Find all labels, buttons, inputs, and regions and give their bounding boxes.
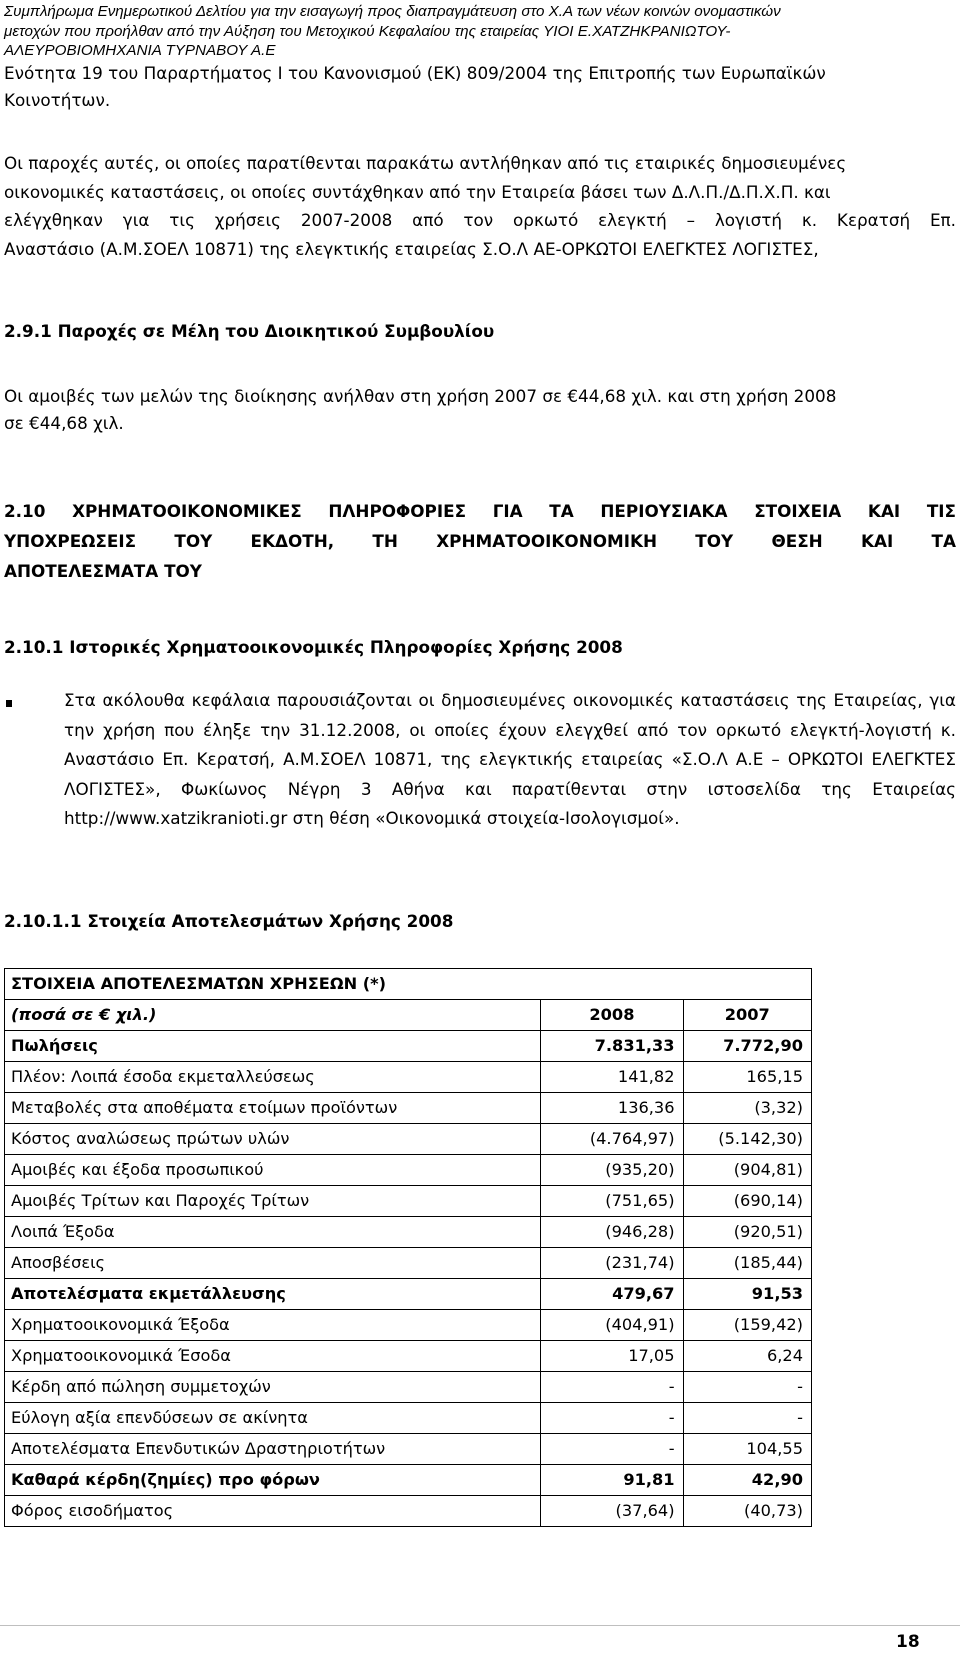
units-label: (ποσά σε € χιλ.) [5,1000,541,1031]
table-row [5,1124,812,1155]
column-header-2008: 2008 [541,1000,683,1031]
heading-line: ΑΠΟΤΕΛΕΣΜΑΤΑ ΤΟΥ [4,561,202,581]
value-2007: 165,15 [683,1062,811,1093]
value-2008: 91,81 [541,1465,683,1496]
paragraph-board-fees [4,383,956,437]
value-2007: 104,55 [683,1434,811,1465]
row-label: Εύλογη αξία επενδύσεων σε ακίνητα [5,1403,541,1434]
row-label: Αποτελέσματα εκμετάλλευσης [5,1279,541,1310]
table-title: ΣΤΟΙΧΕΙΑ ΑΠΟΤΕΛΕΣΜΑΤΩΝ ΧΡΗΣΕΩΝ (*) [5,969,812,1000]
table-row [5,1217,812,1248]
bullet-paragraph: Στα ακόλουθα κεφάλαια παρουσιάζονται οι δημοσιευμένες οικονομικές καταστάσεις της Εταιρείας, για την χρήση που έληξε την 31.12.2008, οι οποίες έχουν ελεγχθεί από τον ορκωτό ελεγκτή-λογιστή κ. Αναστάσιο Επ. Κερατσή, Α.Μ.ΣΟΕΛ 10871, της ελεγκτικής εταιρείας «Σ.Ο.Λ Α.Ε – ΟΡΚΩΤΟΙ ΕΛΕΓΚΤΕΣ ΛΟΓΙΣΤΕΣ», Φωκίωνος Νέγρη 3 Αθήνα και παρατίθενται στην ιστοσελίδα της Εταιρείας http://www.xatzikranioti.gr στη θέση «Οικονομικά στοιχεία-Ισολογισμοί». [64,690,956,828]
intro-text [4,60,956,114]
row-label: Φόρος εισοδήματος [5,1496,541,1527]
row-label: Αμοιβές και έξοδα προσωπικού [5,1155,541,1186]
value-2008: (404,91) [541,1310,683,1341]
header-line: μετοχών που προήλθαν από την Αύξηση του Μετοχικού Κεφαλαίου της εταιρείας ΥΙΟΙ Ε.ΧΑΤΖΗΚΡΑΝΙΩΤΟΥ- [4,22,731,40]
value-2007: - [683,1403,811,1434]
value-2007: (920,51) [683,1217,811,1248]
value-2007: (159,42) [683,1310,811,1341]
row-label: Χρηματοοικονομικά Έξοδα [5,1310,541,1341]
table-row [5,1434,812,1465]
table-row [5,1465,812,1496]
value-2007: (3,32) [683,1093,811,1124]
value-2007: (690,14) [683,1186,811,1217]
value-2008: (37,64) [541,1496,683,1527]
text-line: Οι παροχές αυτές, οι οποίες παρατίθενται παρακάτω αντλήθηκαν από τις εταιρικές δημοσιευμένες [4,153,847,173]
value-2007: - [683,1372,811,1403]
value-2008: - [541,1372,683,1403]
header-line: ΑΛΕΥΡΟΒΙΟΜΗΧΑΝΙΑ ΤΥΡΝΑΒΟΥ Α.Ε [4,42,276,59]
text-line: οικονομικές καταστάσεις, οι οποίες συντάχθηκαν από την Εταιρεία βάσει των Δ.Λ.Π./Δ.Π.Χ.Π. και [4,181,831,202]
row-label: Πλέον: Λοιπά έσοδα εκμεταλλεύσεως [5,1062,541,1093]
value-2007: 91,53 [683,1279,811,1310]
header-line: Συμπλήρωμα Ενημερωτικού Δελτίου για την εισαγωγή προς διαπραγμάτευση στο Χ.Α των νέων κοινών ονομαστικών [4,3,781,20]
row-label: Λοιπά Έξοδα [5,1217,541,1248]
row-label: Κέρδη από πώληση συμμετοχών [5,1372,541,1403]
heading-line: ΥΠΟΧΡΕΩΣΕΙΣ ΤΟΥ ΕΚΔΟΤΗ, ΤΗ ΧΡΗΜΑΤΟΟΙΚΟΝΟΜΙΚΗ ΤΟΥ ΘΕΣΗ ΚΑΙ ΤΑ [4,531,956,551]
row-label: Μεταβολές στα αποθέματα ετοίμων προϊόντων [5,1093,541,1124]
row-label: Αποτελέσματα Επενδυτικών Δραστηριοτήτων [5,1434,541,1465]
value-2008: (4.764,97) [541,1124,683,1155]
section-heading-2-10-1: 2.10.1 Ιστορικές Χρηματοοικονομικές Πληροφορίες Χρήσης 2008 [4,637,623,657]
table-row [5,1372,812,1403]
table-row [5,1093,812,1124]
table-row [5,1496,812,1527]
section-heading-2-10-1-1: 2.10.1.1 Στοιχεία Αποτελεσμάτων Χρήσης 2008 [4,911,454,931]
row-label: Αμοιβές Τρίτων και Παροχές Τρίτων [5,1186,541,1217]
value-2007: (904,81) [683,1155,811,1186]
value-2007: (40,73) [683,1496,811,1527]
value-2008: 17,05 [541,1341,683,1372]
value-2007: 42,90 [683,1465,811,1496]
row-label: Καθαρά κέρδη(ζημίες) προ φόρων [5,1465,541,1496]
table-row [5,1062,812,1093]
table-row [5,1310,812,1341]
value-2007: (5.142,30) [683,1124,811,1155]
table-row [5,1155,812,1186]
heading-line: 2.10 ΧΡΗΜΑΤΟΟΙΚΟΝΟΜΙΚΕΣ ΠΛΗΡΟΦΟΡΙΕΣ ΓΙΑ ΤΑ ΠΕΡΙΟΥΣΙΑΚΑ ΣΤΟΙΧΕΙΑ ΚΑΙ ΤΙΣ [4,501,956,521]
value-2008: - [541,1403,683,1434]
row-label: Κόστος αναλώσεως πρώτων υλών [5,1124,541,1155]
value-2008: 7.831,33 [541,1031,683,1062]
text-line: Κοινοτήτων. [4,90,111,110]
footer-divider [0,1625,960,1626]
results-table [4,968,812,1527]
value-2008: 141,82 [541,1062,683,1093]
row-label: Αποσβέσεις [5,1248,541,1279]
paragraph-sources [4,149,956,263]
bullet-icon [6,700,12,707]
section-heading-2-9-1: 2.9.1 Παροχές σε Μέλη του Διοικητικού Συμβουλίου [4,321,495,341]
table-row [5,1403,812,1434]
row-label: Χρηματοοικονομικά Έσοδα [5,1341,541,1372]
table-header-row [5,1000,812,1031]
page-number: 18 [896,1632,920,1652]
table-row [5,1031,812,1062]
table-row [5,1341,812,1372]
text-line: Ενότητα 19 του Παραρτήματος Ι του Κανονισμού (ΕΚ) 809/2004 της Επιτροπής των Ευρωπαϊκών [4,63,826,83]
value-2008: 136,36 [541,1093,683,1124]
running-header [4,2,864,61]
table-title-row [5,969,812,1000]
value-2008: (935,20) [541,1155,683,1186]
value-2007: 7.772,90 [683,1031,811,1062]
value-2008: (231,74) [541,1248,683,1279]
row-label: Πωλήσεις [5,1031,541,1062]
table-row [5,1279,812,1310]
column-header-2007: 2007 [683,1000,811,1031]
value-2007: (185,44) [683,1248,811,1279]
value-2008: - [541,1434,683,1465]
text-line: σε €44,68 χιλ. [4,413,124,433]
value-2007: 6,24 [683,1341,811,1372]
text-line: ελέγχθηκαν για τις χρήσεις 2007-2008 από τον ορκωτό ελεγκτή – λογιστή κ. Κερατσή Επ. [4,210,956,230]
value-2008: (946,28) [541,1217,683,1248]
table-row [5,1186,812,1217]
value-2008: 479,67 [541,1279,683,1310]
text-line: Οι αμοιβές των μελών της διοίκησης ανήλθαν στη χρήση 2007 σε €44,68 χιλ. και στη χρήση 2008 [4,386,837,406]
text-line: Αναστάσιο (Α.Μ.ΣΟΕΛ 10871) της ελεγκτικής εταιρείας Σ.Ο.Λ ΑΕ-ΟΡΚΩΤΟΙ ΕΛΕΓΚΤΕΣ ΛΟΓΙΣΤΕΣ, [4,238,819,259]
table-row [5,1248,812,1279]
value-2008: (751,65) [541,1186,683,1217]
section-heading-2-10 [4,496,956,586]
